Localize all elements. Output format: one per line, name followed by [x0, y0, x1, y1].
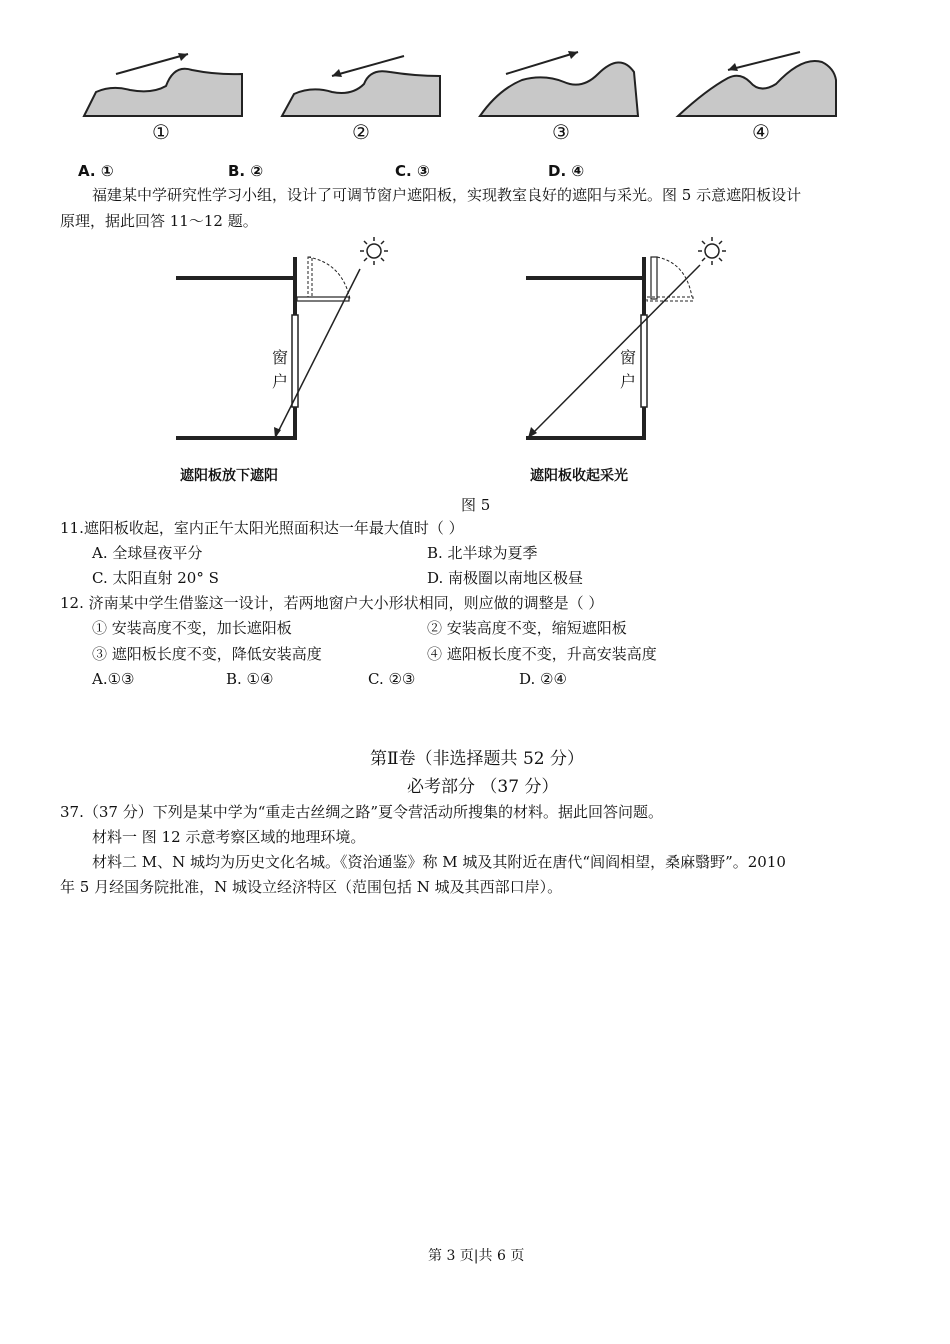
window-label-left-2: 户 [272, 372, 289, 391]
terrain-label-1: ① [152, 120, 170, 144]
page-footer: 第 3 页|共 6 页 [428, 1248, 525, 1264]
shade-down-diagram [170, 235, 410, 445]
q12-option-c: C. ②③ [368, 670, 416, 688]
q37-stem: 37.（37 分）下列是某中学为“重走古丝绸之路”夏令营活动所搜集的材料。据此回答问题。 [60, 803, 664, 821]
q10-option-c: C. ③ [395, 162, 430, 180]
terrain-label-4: ④ [752, 120, 770, 144]
terrain-label-3: ③ [552, 120, 570, 144]
q37-material-1: 材料一 图 12 示意考察区域的地理环境。 [92, 828, 366, 846]
intro-line-2: 原理，据此回答 11～12 题。 [60, 212, 258, 230]
q10-option-d: D. ④ [548, 162, 585, 180]
caption-shade-down: 遮阳板放下遮阳 [180, 468, 278, 484]
terrain-figure-3 [478, 50, 648, 122]
section-2-title: 第Ⅱ卷（非选择题共 52 分） [370, 749, 584, 769]
q12-item-1: ① 安装高度不变，加长遮阳板 [92, 619, 292, 637]
terrain-figure-4 [676, 50, 846, 122]
q37-material-2-line-1: 材料二 M、N 城均为历史文化名城。《资治通鉴》称 M 城及其附近在唐代“闾阎相望，桑麻翳野”。2010 [92, 853, 786, 871]
section-2-subtitle: 必考部分 （37 分） [407, 777, 559, 797]
window-label-right-1: 窗 [620, 348, 637, 367]
intro-line-1: 福建某中学研究性学习小组，设计了可调节窗户遮阳板，实现教室良好的遮阳与采光。图 5 示意遮阳板设计 [92, 186, 802, 204]
caption-shade-up: 遮阳板收起采光 [530, 468, 628, 484]
q12-option-d: D. ②④ [519, 670, 567, 688]
q10-option-a: A. ① [78, 162, 114, 180]
terrain-figure-2 [280, 50, 450, 122]
q11-option-d: D. 南极圈以南地区极昼 [427, 569, 584, 587]
q11-option-b: B. 北半球为夏季 [427, 544, 538, 562]
q10-option-b: B. ② [228, 162, 264, 180]
terrain-figure-1 [82, 50, 252, 122]
window-label-left-1: 窗 [272, 348, 289, 367]
terrain-label-2: ② [352, 120, 370, 144]
window-label-right-2: 户 [620, 372, 637, 391]
q11-stem: 11.遮阳板收起，室内正午太阳光照面积达一年最大值时（ ） [60, 519, 464, 537]
q11-option-a: A. 全球昼夜平分 [92, 544, 203, 562]
q12-item-2: ② 安装高度不变，缩短遮阳板 [427, 619, 627, 637]
q37-material-2-line-2: 年 5 月经国务院批准，N 城设立经济特区（范围包括 N 城及其西部口岸）。 [60, 878, 563, 896]
q11-option-c: C. 太阳直射 20° S [92, 569, 219, 587]
shade-up-diagram [520, 235, 760, 445]
q12-item-4: ④ 遮阳板长度不变，升高安装高度 [427, 645, 657, 663]
figure-5-title: 图 5 [461, 496, 491, 514]
q12-option-a: A.①③ [92, 670, 135, 688]
q12-stem: 12. 济南某中学生借鉴这一设计，若两地窗户大小形状相同，则应做的调整是（ ） [60, 594, 604, 612]
q12-option-b: B. ①④ [226, 670, 274, 688]
q12-item-3: ③ 遮阳板长度不变，降低安装高度 [92, 645, 322, 663]
